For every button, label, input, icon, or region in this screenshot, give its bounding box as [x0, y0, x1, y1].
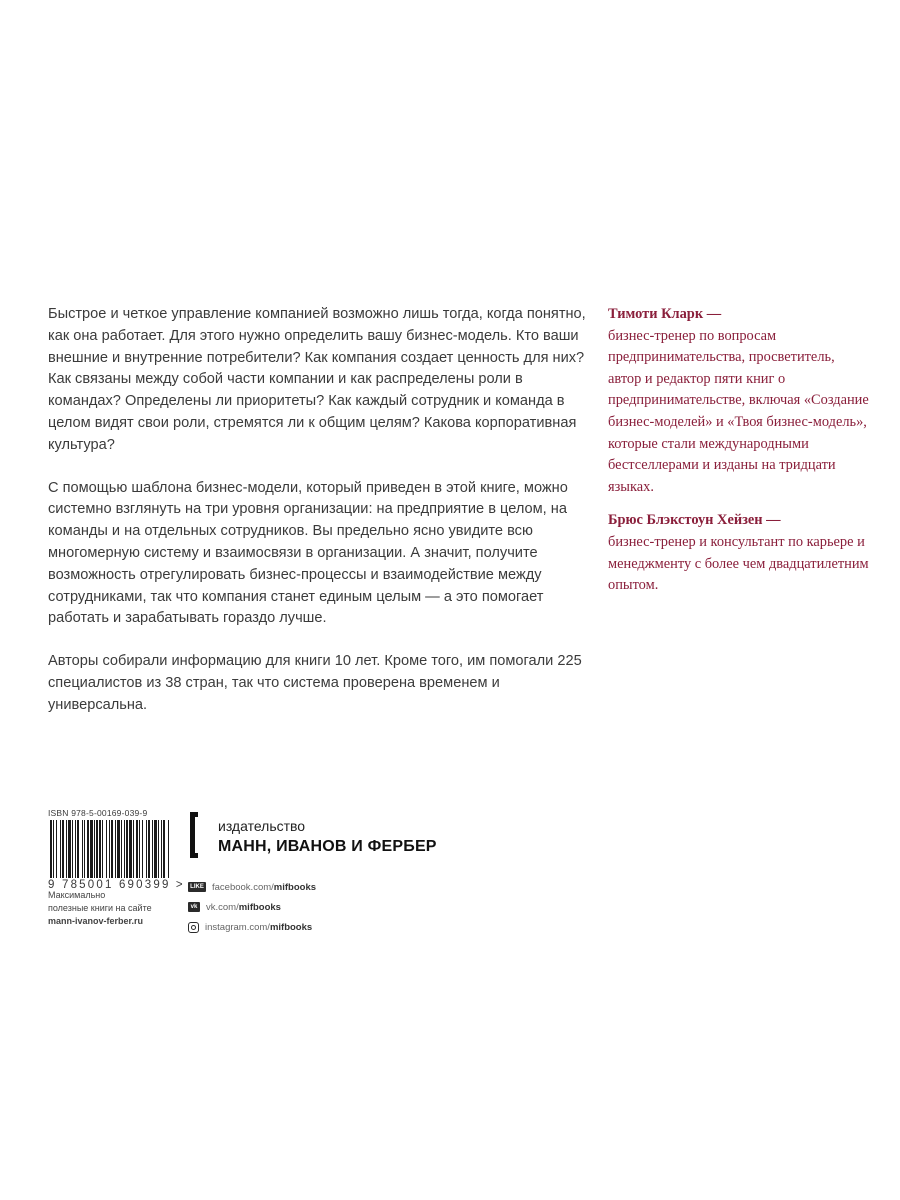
author-name: Тимоти Кларк —: [608, 306, 722, 322]
social-handle: mifbooks: [238, 901, 281, 913]
author-name: Брюс Блэкстоун Хейзен —: [608, 512, 781, 529]
social-links: [188, 877, 316, 937]
social-handle: mifbooks: [273, 881, 317, 893]
description-paragraph-1: Быстрое и четкое управление компанией возможно лишь тогда, когда понятно, как она работает. Для этого нужно определить вашу бизнес-модель. Кто ваши внешние и внутренние потребители? Как компания создает ценность для них? Как связаны между собой части компании и как распределены роли в командах? Определены ли приоритеты? Как каждый сотрудник и команда в целом видят свои роли, стремятся ли к общим целям? Какова корпоративная культура?: [48, 306, 586, 453]
barcode-digits: 9 785001 690399 >: [48, 879, 185, 891]
author-bio-clark: [608, 304, 870, 498]
social-handle: mifbooks: [269, 921, 313, 933]
instagram-icon: [188, 922, 199, 933]
author-bio-text: бизнес-тренер по вопросам предпринимательства, просветитель, автор и редактор пяти книг о предпринимательстве, включая «Создание бизнес-моделей» и «Твоя бизнес-модель», которые стали международными бестселлерами и изданы на тридцати языках.: [608, 327, 869, 495]
publisher-name: МАНН, ИВАНОВ И ФЕРБЕР: [218, 838, 437, 855]
social-link-vk[interactable]: [188, 897, 316, 917]
author-bios: [608, 304, 870, 609]
site-note: [48, 889, 178, 928]
social-domain: vk.com/: [206, 901, 239, 913]
social-link-instagram[interactable]: [188, 917, 316, 937]
site-note-line-1: Максимально: [48, 890, 106, 900]
isbn-number: ISBN 978-5-00169-039-9: [48, 808, 148, 818]
social-domain: instagram.com/: [205, 921, 270, 933]
site-url-link[interactable]: mann-ivanov-ferber.ru: [48, 916, 144, 926]
facebook-icon: LIKE: [188, 882, 206, 892]
social-domain: facebook.com/: [212, 881, 274, 893]
publisher-label: издательство: [218, 818, 306, 834]
social-link-facebook[interactable]: [188, 877, 316, 897]
isbn-barcode: [48, 808, 185, 891]
description-paragraph-2: С помощью шаблона бизнес-модели, который приведен в этой книге, можно системно взглянуть на три уровня организации: на предприятие в целом, на команды и на отдельных сотрудников. Вы предельно ясно увидите всю многомерную систему и взаимосвязи в организации. А значит, получите возможность отрегулировать бизнес-процессы и взаимодействие между сотрудниками, так что компания станет единым целым — а это помогает работать и зарабатывать гораздо лучше.: [48, 479, 568, 627]
barcode-image: [48, 820, 172, 878]
vk-icon: vk: [188, 902, 200, 912]
book-description: [48, 304, 588, 738]
author-bio-text: бизнес-тренер и консультант по карьере и менеджменту с более чем двадцатилетним опытом.: [608, 533, 869, 594]
author-bio-hazen: [608, 510, 870, 596]
description-paragraph-3: Авторы собирали информацию для книги 10 лет. Кроме того, им помогали 225 специалистов из 38 стран, так что система проверена временем и универсальна.: [48, 653, 582, 713]
bracket-icon: [190, 812, 198, 858]
site-note-line-2: полезные книги на сайте: [48, 903, 152, 913]
